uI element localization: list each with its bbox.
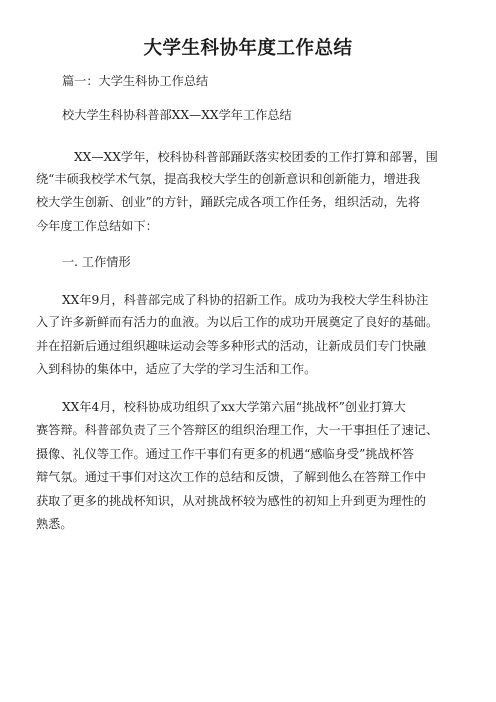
intro-line: 绕“丰硕我校学术气氛，提高我校大学生的创新意识和创新能力，增进我 (36, 172, 421, 186)
paragraph-line: 获取了更多的挑战杯知识，从对挑战杯较为感性的初知上升到更为理性的 (36, 494, 426, 508)
subtitle: 篇一：大学生科协工作总结 (62, 74, 209, 88)
paragraph-line: 摄像、礼仪等工作。通过工作干事们有更多的机遇“感临身受”挑战杯答 (36, 447, 415, 461)
intro-line: 今年度工作总结如下： (36, 219, 158, 233)
paragraph-line: 熟悉。 (36, 517, 73, 531)
paragraph-line: 赛答辩。科普部负责了三个答辩区的组织治理工作，大一干事担任了速记、 (36, 423, 439, 437)
paragraph-line: 辩气氛。通过干事们对这次工作的总结和反馈，了解到他么在答辩工作中 (36, 470, 426, 484)
paragraph-line: XX年4月，校科协成功组织了xx大学第六届“挑战杯”创业打算大 (62, 400, 406, 414)
intro-line: 校大学生创新、创业”的方针，踊跃完成各项工作任务，组织活动，先将 (36, 195, 421, 209)
paragraph-line: 入了许多新鲜而有活力的血液。为以后工作的成功开展奠定了良好的基础。 (36, 315, 439, 329)
intro-line: XX—XX学年，校科协科普部踊跃落实校团委的工作打算和部署，围 (74, 150, 438, 164)
document-title: 大学生科协年度工作总结 (143, 38, 353, 59)
section-heading: 校大学生科协科普部XX—XX学年工作总结 (62, 108, 292, 122)
paragraph-line: 入到科协的集体中，适应了大学的学习生活和工作。 (36, 362, 317, 376)
paragraph-line: 并在招新后通过组织趣味运动会等多种形式的活动，让新成员们专门快融 (36, 339, 426, 353)
paragraph-line: XX年9月，科普部完成了科协的招新工作。成功为我校大学生科协注 (62, 293, 429, 307)
section-title-work-status: 一. 工作情形 (62, 255, 131, 269)
